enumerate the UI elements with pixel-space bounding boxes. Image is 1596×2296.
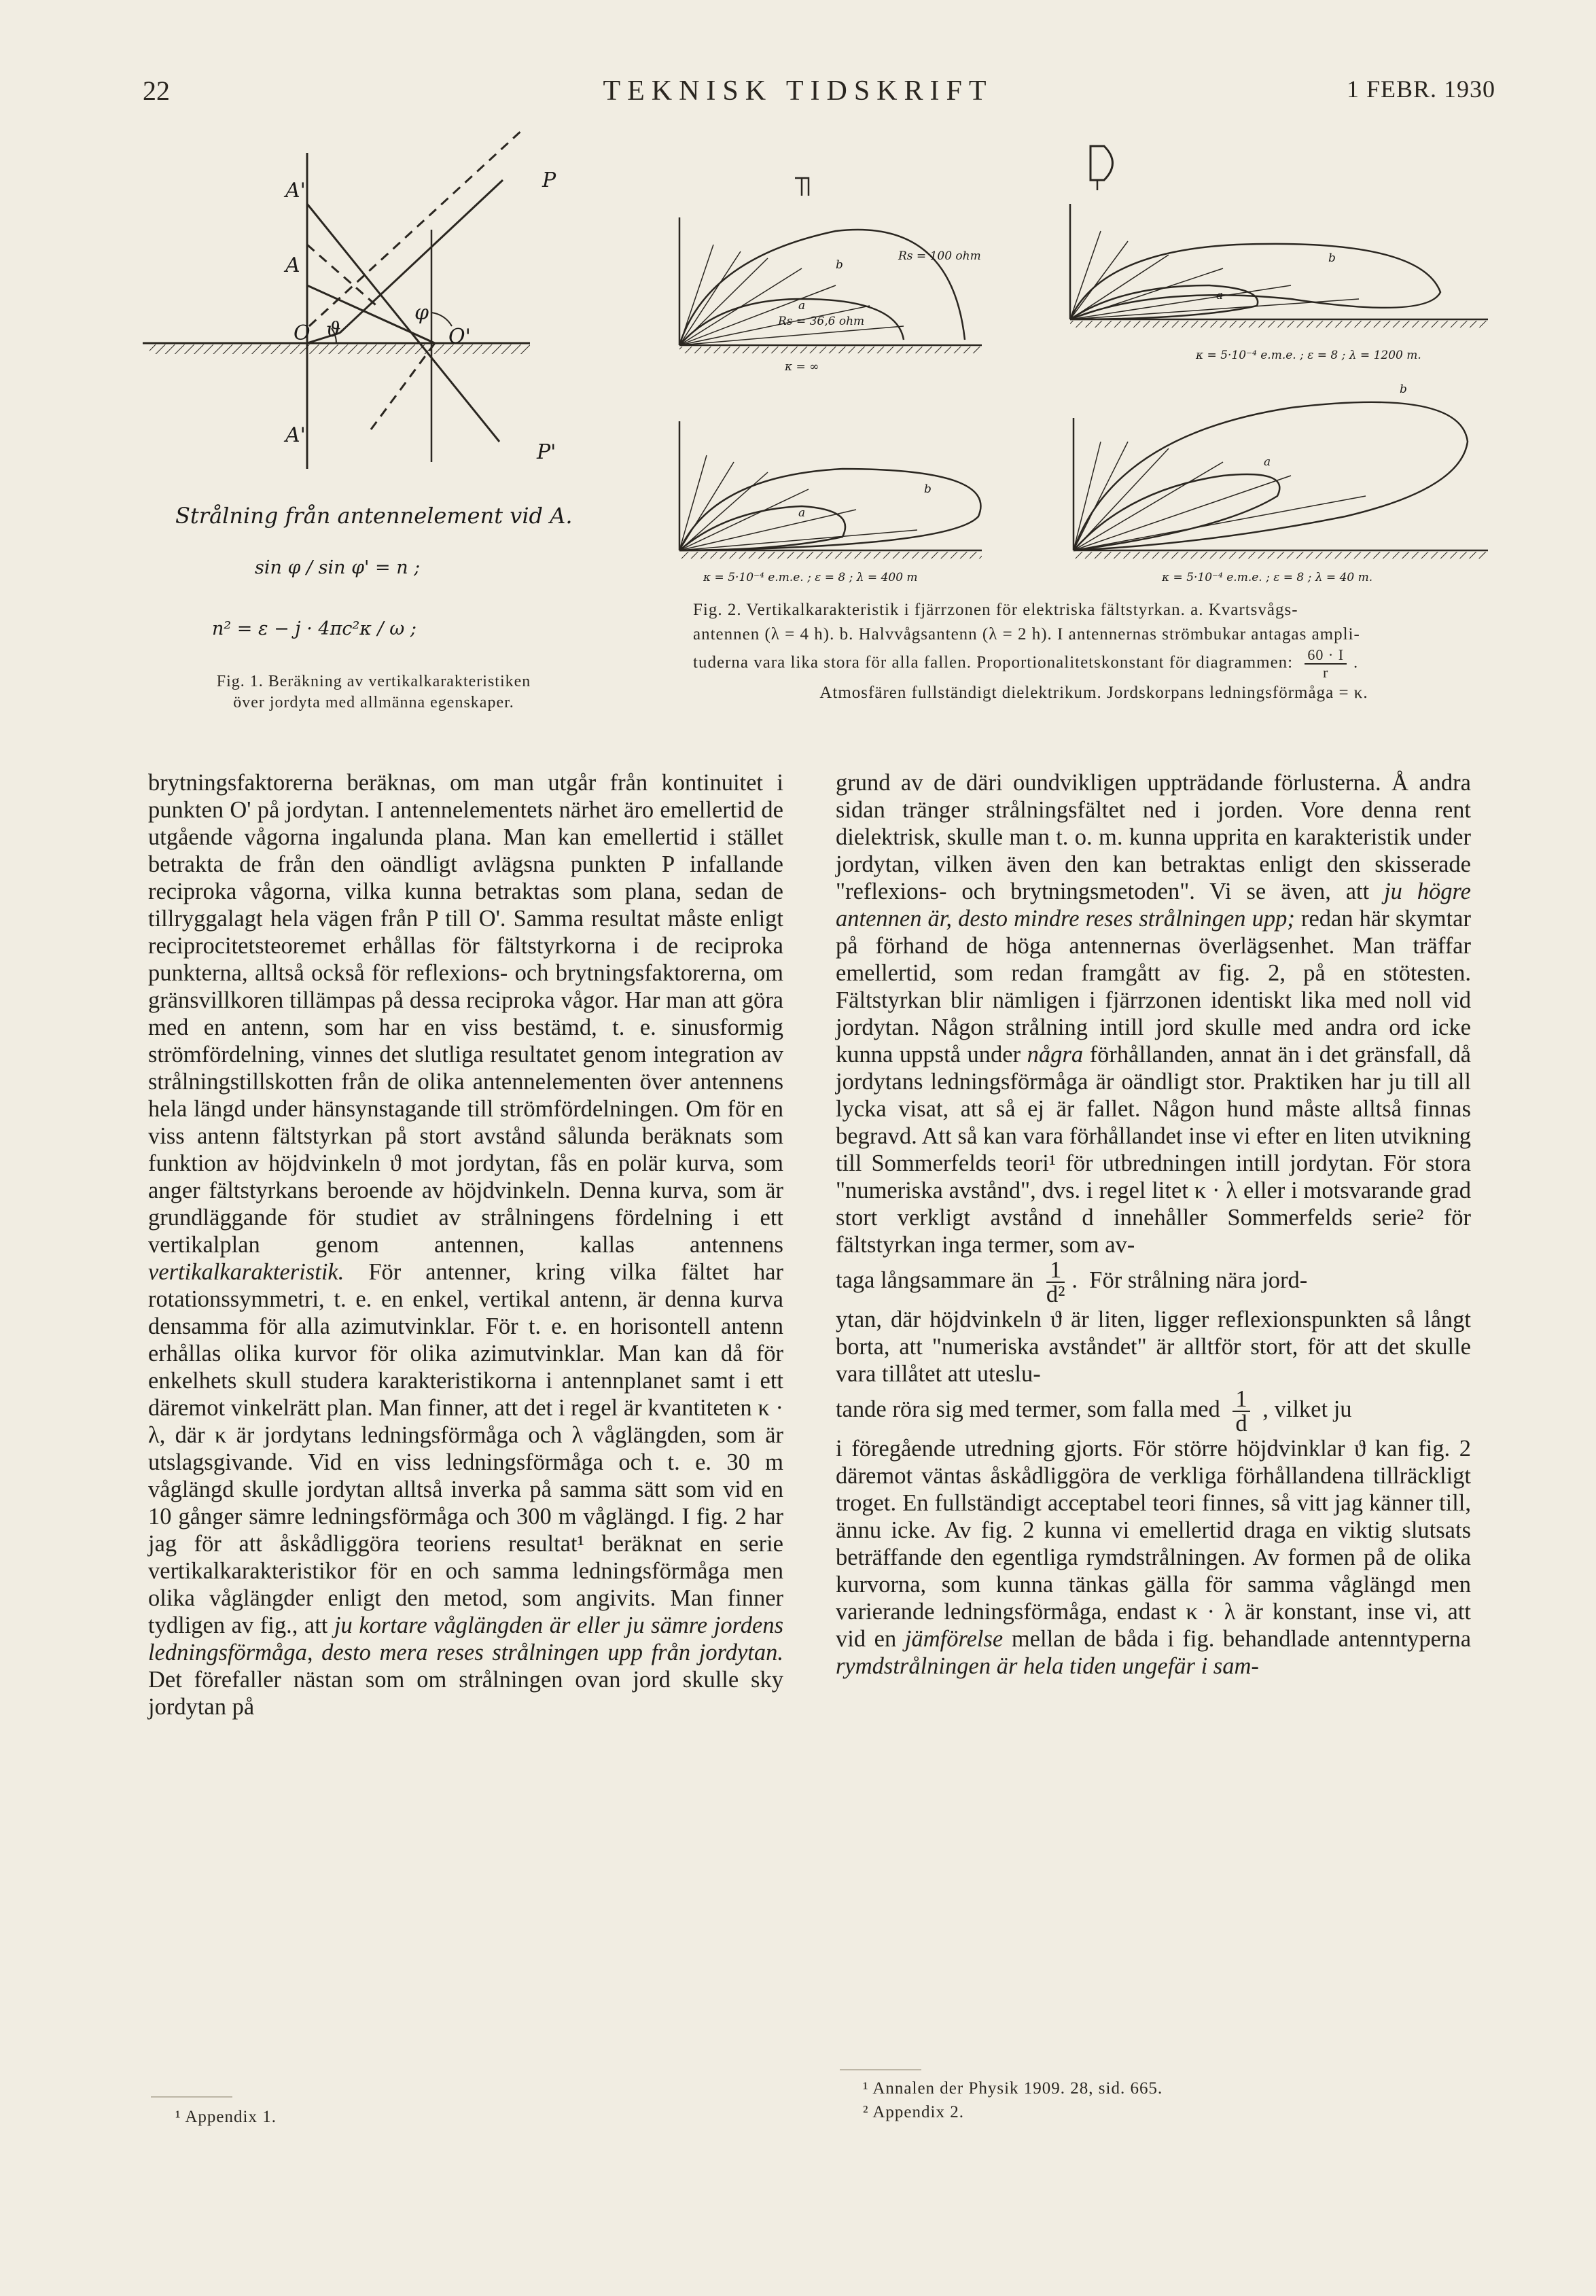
fig2-p4-curve-b: [1074, 402, 1468, 550]
fig2-p4-label-a: a: [1264, 455, 1271, 469]
fig1-label-o: O: [294, 321, 311, 345]
body-column-left: [148, 769, 783, 1720]
formula2-fraction: [1233, 1388, 1249, 1435]
fig1-formula-1: sin φ / sin φ' = n ;: [255, 557, 421, 578]
footnote-left: ¹ Appendix 1.: [175, 2108, 277, 2126]
fig2-p2-curve-b: [1070, 244, 1440, 319]
formula2-post: , vilket ju: [1262, 1396, 1352, 1422]
formula1-num: 1: [1046, 1258, 1065, 1283]
fig2-p3-params: κ = 5·10⁻⁴ e.m.e. ; ε = 8 ; λ = 400 m: [703, 571, 918, 584]
body-right-p1-italic: ju högre antennen är, desto mindre reses strålningen upp;: [836, 879, 1471, 932]
fig2-caption-fraction-den: r: [1323, 664, 1329, 681]
fig1-label-pprime: P': [537, 440, 556, 464]
body-left-paragraph-1: [148, 769, 783, 1720]
fig2-caption: [693, 598, 1495, 705]
fig2-panel-4: [1074, 402, 1488, 559]
body-left-p1-italic: vertikalkarakteristik.: [148, 1259, 344, 1285]
body-right-p3-italic2: rymdstrålningen är hela tiden ungefär i sam-: [836, 1653, 1259, 1679]
fig2-p4-curve-a: [1074, 474, 1279, 550]
footnote-right-1: ¹ Annalen der Physik 1909. 28, sid. 665.: [863, 2079, 1163, 2098]
body-column-right: [836, 769, 1471, 1680]
fig2-p2-label-a: a: [1216, 289, 1224, 302]
fig2-panel-2: [1070, 146, 1488, 328]
body-right-formula-1: taga långsammare än $\frac{1}{\text{d²}}$ . För strålning nära jord-: [836, 1257, 1308, 1307]
fig2-p1-label-a: a: [798, 299, 806, 313]
fig1-label-aprime-bottom: A': [285, 423, 306, 447]
fig1-label-p: P: [542, 169, 556, 192]
fig2-p4-params: κ = 5·10⁻⁴ e.m.e. ; ε = 8 ; λ = 40 m.: [1162, 571, 1373, 584]
fig2-caption-line3: tuderna vara lika stora för alla fallen. Proportionalitetskonstant för diagrammen: $\frac{60 \cdot I}{r}$ .: [693, 646, 1359, 681]
fig2-p3-curve-b: [679, 469, 980, 550]
body-right-p3a: i föregående utredning gjorts. För större höjdvinklar ϑ kan fig. 2 däremot väntas åskådliggöra de verkliga förhållandena tillräckligt troget. En fullständigt acceptabel teori finnes, så vitt jag känner till, ännu icke. Av fig. 2 kunna vi emellertid draga en viktig slutsats beträffande den egentliga rymdstrålningen. Av formen på de olika kurvorna, som kunna tänkas gälla för samma våglängd men varierande ledningsförmåga, endast κ · λ är konstant, inse vi, att vid en: [836, 1436, 1471, 1652]
fig1-label-oprime: O': [448, 325, 471, 349]
fig1-labels: [283, 169, 556, 464]
body-right-p1c: förhållanden, annat än i det gränsfall, då jordytans ledningsförmåga är oändligt stor. Praktiken har ju till all lycka visat, att så ej är fallet. Någon hund måste alltså finnas begravd. Att så kan vara förhållandet inse vi efter en liten utvikning till Sommerfelds teori¹ för utbredningen intill jordytan. För stora "numeriska avstånd", dvs. i regel litet κ · λ eller i motsvarande grad stort verkligt avstånd d innehåller Sommerfelds serie² för fältstyrkan inga termer, som av-: [836, 1042, 1471, 1258]
issue-date: 1 FEBR. 1930: [1346, 75, 1495, 103]
page-number: 22: [143, 75, 170, 106]
fig2-p1-label-b: b: [836, 258, 843, 272]
formula1-den: d²: [1046, 1282, 1065, 1307]
footnote-right-2: ² Appendix 2.: [863, 2103, 964, 2121]
fig1-ground-hatch: [149, 345, 530, 354]
formula1-pre: taga långsammare än: [836, 1267, 1034, 1293]
fig2-p2-params: κ = 5·10⁻⁴ e.m.e. ; ε = 8 ; λ = 1200 m.: [1196, 349, 1421, 362]
body-right-paragraph-3: [836, 1435, 1471, 1680]
fig2-p3-label-b: b: [924, 482, 932, 496]
fig2-caption-fraction-num: 60 · I: [1305, 647, 1347, 665]
fig2-p4-label-b: b: [1400, 383, 1407, 396]
fig2-p2-label-b: b: [1328, 251, 1336, 265]
fig2-caption-fraction: [1305, 647, 1347, 681]
body-left-p2-italic: ju kortare våglängden är eller ju sämre jordens ledningsförmåga, desto mera reses strålningen upp från jordytan.: [148, 1612, 783, 1665]
fig2-caption-line2: antennen (λ = 4 h). b. Halvvågsantenn (λ = 2 h). I antennernas strömbukar antagas ampli-: [693, 625, 1360, 643]
formula1-fraction: [1046, 1258, 1065, 1306]
fig1-label-theta: ϑ: [326, 318, 341, 342]
fig2-p1-params: κ = ∞: [785, 360, 819, 374]
body-left-p2-text: För antenner, kring vilka fältet har rotationssymmetri, t. e. en enkel, vertikal antenn, är denna kurva densamma för alla azimutvinklar. För t. e. en horisontell antenn erhållas olika kurvor för olika azimutvinklar. Man kan då för enkelhets skull studera karakteristikorna i antennplanet samt i ett däremot vinkelrätt plan. Man finner, att det i regel är kvantiteten κ · λ, där κ är jordytans ledningsförmåga och λ våglängden, som är utslagsgivande. Vid en viss ledningsförmåga och t. e. 30 m våglängd skulle jordytan alltså inverka på samma sätt som vid en 10 gånger sämre ledningsförmåga och 300 m våglängd. I fig. 2 har jag för att åskådliggöra teoriens resultat¹ beräknat en serie vertikalkarakteristikor för en och samma ledningsförmåga men olika våglängder enligt den metod, som angivits. Man finner tydligen av fig., att: [148, 1259, 783, 1638]
fig2-p1-rs-b: Rs = 100 ohm: [898, 249, 981, 263]
fig2-caption-line1: Fig. 2. Vertikalkarakteristik i fjärrzonen för elektriska fältstyrkan. a. Kvartsvågs-: [693, 601, 1298, 619]
body-right-paragraph-1: [836, 769, 1471, 1258]
body-left-p2-end: Det förefaller nästan som om strålningen ovan jord skulle sky jordytan på: [148, 1667, 783, 1720]
fig1-formula-2: n² = ε − j · 4πc²κ / ω ;: [212, 618, 416, 639]
fig2-p3-label-a: a: [798, 506, 806, 520]
body-right-p1b: redan här skymtar på förhand de höga antennernas överlägsenhet. Man träffar emellertid, som redan framgått av fig. 2, på en stötesten. Fältstyrkan blir nämligen i fjärrzonen identiskt lika med noll vid jordytan. Någon strålning intill jord skulle med andra ord icke kunna uppstå under: [836, 906, 1471, 1067]
formula1-post: För strålning nära jord-: [1089, 1267, 1308, 1293]
fig2-caption-line4: Atmosfären fullständigt dielektrikum. Jordskorpans ledningsförmåga = κ.: [819, 684, 1368, 702]
footnote-rule-left: [151, 2096, 232, 2098]
fig2-p2-curve-a: [1070, 285, 1258, 319]
journal-title: TEKNISK TIDSKRIFT: [603, 75, 993, 107]
body-right-p3-italic: jämförelse: [904, 1626, 1004, 1652]
body-right-p1a: grund av de däri oundvikligen uppträdande förlusterna. Å andra sidan tränger strålningsfältet ned i jorden. Vore denna rent dielektrisk, skulle man t. o. m. kunna upprita en karakteristik under jordytan, vilken även den kan betraktas enligt den skisserade "reflexions- och brytningsmetoden". Vi se även, att: [836, 770, 1471, 904]
fig1-label-phi: φ: [414, 301, 429, 325]
fig1-label-aprime-top: A': [285, 179, 306, 202]
fig1-diagram: [143, 129, 530, 469]
body-right-p3b: mellan de båda i fig. behandlade antenntyperna: [1011, 1626, 1472, 1652]
fig2-caption-line3-text: tuderna vara lika stora för alla fallen. Proportionalitetskonstant för diagrammen:: [693, 653, 1294, 672]
fig1-label-a: A: [285, 253, 300, 277]
formula2-den: d: [1235, 1411, 1247, 1436]
fig2-panel-3: [679, 421, 982, 559]
fig1-ray-dashed: [309, 129, 523, 326]
fig1-handwritten-title: Strålning från antennelement vid A.: [175, 503, 573, 529]
formula2-pre: tande röra sig med termer, som falla med: [836, 1396, 1220, 1422]
fig2-p1-rs-a: Rs = 36,6 ohm: [778, 315, 865, 328]
formula2-num: 1: [1233, 1388, 1249, 1412]
fig1-caption-line2: över jordyta med allmänna egenskaper.: [233, 694, 514, 711]
body-right-paragraph-2: ytan, där höjdvinkeln ϑ är liten, ligger reflexionspunkten så långt borta, att "numeriska avståndet" är alltför stort, för att det skulle vara tillåtet att uteslu-: [836, 1307, 1471, 1387]
footnote-rule-right: [840, 2069, 921, 2070]
body-left-p1-text: brytningsfaktorerna beräknas, om man utgår från kontinuitet i punkten O' på jordytan. I antennelementets närhet äro emellertid de utgående vågorna ingalunda plana. Man kan emellertid i stället betrakta de från den oändligt avlägsna punkten P infallande reciproka vågorna, vilka kunna betraktas som plana, sedan de tillryggalagt hela vägen från P till O'. Samma resultat måste enligt reciprocitetsteoremet erhållas för fältstyrkorna i de reciproka punkterna, alltså också för reflexions- och brytningsfaktorerna, om gränsvillkoren tillämpas på dessa reciproka vågor. Har man att göra med en antenn, som har en viss bestämd, t. e. sinusformig strömfördelning, vinnes det slutliga resultatet genom integration av strålningstillskotten från de olika antennelementen över antennens hela längd under hänsynstagande till strömfördelningen. Om för en viss antenn fältstyrkan på stort avstånd sålunda beräknats som funktion av höjdvinkeln ϑ mot jordytan, fås en polär kurva, som anger fältstyrkans beroende av höjdvinkeln. Denna kurva, som är grundläggande för studiet av strålningens fördelning i ett vertikalplan genom antennen, kallas antennens: [148, 770, 783, 1258]
fig1-caption-line1: Fig. 1. Beräkning av vertikalkarakteristiken: [216, 673, 531, 690]
body-right-p1-italic2: några: [1027, 1042, 1084, 1067]
body-right-formula-2: [836, 1388, 1471, 1435]
fig1-caption: [163, 671, 584, 713]
